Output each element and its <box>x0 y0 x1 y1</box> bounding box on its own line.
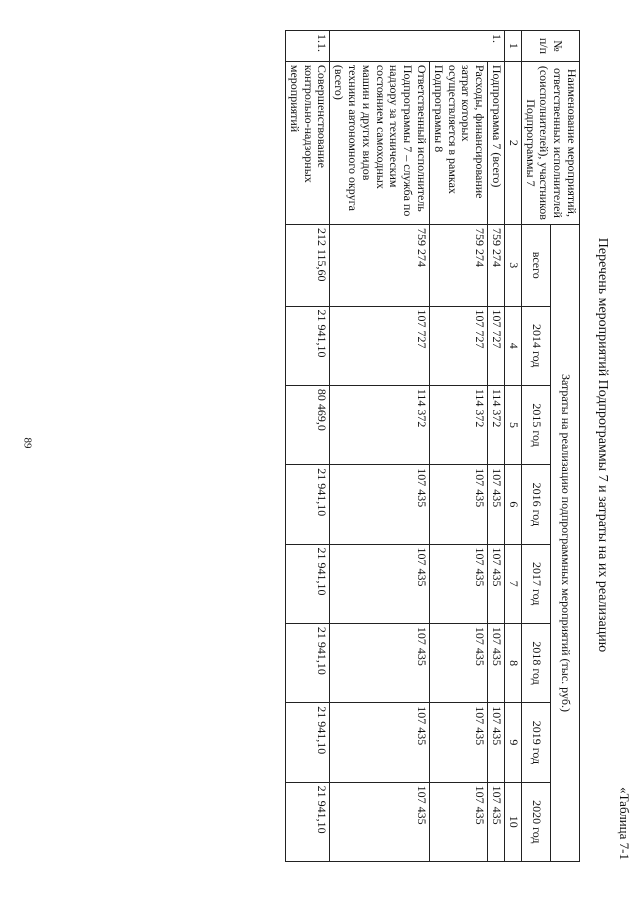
row-name: Подпрограмма 7 (всего) <box>488 61 505 224</box>
row-value: 107 435 <box>488 703 505 782</box>
header-year: 2019 год <box>521 703 550 782</box>
row-num: 1.1. <box>286 31 330 62</box>
row-value: 107 435 <box>488 544 505 623</box>
row-value: 107 727 <box>430 306 488 385</box>
row-value: 107 435 <box>488 465 505 544</box>
column-number: 3 <box>505 224 522 306</box>
row-value: 107 435 <box>430 703 488 782</box>
column-number: 4 <box>505 306 522 385</box>
header-costs-group: Затраты на реализацию подпрограммных мероприятий (тыс. руб.) <box>550 224 579 861</box>
page-number: 89 <box>21 437 34 449</box>
row-value: 107 435 <box>488 782 505 861</box>
row-total: 759 274 <box>430 224 488 306</box>
header-row-1 <box>550 31 579 862</box>
column-number: 7 <box>505 544 522 623</box>
row-value: 80 469,0 <box>286 385 330 464</box>
header-year: 2016 год <box>521 465 550 544</box>
row-value: 107 435 <box>488 623 505 702</box>
document-title: Перечень мероприятий Подпрограммы 7 и затраты на их реализацию <box>595 237 610 653</box>
column-number: 8 <box>505 623 522 702</box>
row-name: Ответственный исполнитель Подпрограммы 7 – служба по надзору за техническим состоянием самоходных машин и других видов техники автономного округа (всего) <box>330 61 430 224</box>
row-name: Расходы, финансирование затрат которых осуществляется в рамках Подпрограммы 8 <box>430 61 488 224</box>
row-total: 759 274 <box>488 224 505 306</box>
row-value: 21 941,10 <box>286 703 330 782</box>
rotated-page <box>80 20 640 870</box>
row-value: 21 941,10 <box>286 782 330 861</box>
header-name: Наименование мероприятий, ответственных исполнителей (соисполнителей), участников Подпрограммы 7 <box>521 61 579 224</box>
row-value: 21 941,10 <box>286 623 330 702</box>
row-value: 107 435 <box>330 465 430 544</box>
row-name: Совершенствование контрольно-надзорных мероприятий <box>286 61 330 224</box>
table-row <box>330 31 430 862</box>
column-number: 6 <box>505 465 522 544</box>
row-value: 21 941,10 <box>286 465 330 544</box>
row-value: 21 941,10 <box>286 306 330 385</box>
header-total: всего <box>521 224 550 306</box>
column-number-row <box>505 31 522 862</box>
row-value: 114 372 <box>330 385 430 464</box>
row-value: 107 435 <box>330 782 430 861</box>
row-value: 107 435 <box>330 703 430 782</box>
column-number: 9 <box>505 703 522 782</box>
column-number: 2 <box>505 61 522 224</box>
row-value: 114 372 <box>430 385 488 464</box>
row-value: 21 941,10 <box>286 544 330 623</box>
row-value: 107 435 <box>430 623 488 702</box>
row-num: 1. <box>330 31 505 62</box>
row-total: 212 115,60 <box>286 224 330 306</box>
row-total: 759 274 <box>330 224 430 306</box>
header-year: 2020 год <box>521 782 550 861</box>
header-year: 2015 год <box>521 385 550 464</box>
costs-table <box>285 30 580 862</box>
row-value: 107 435 <box>430 544 488 623</box>
row-value: 107 435 <box>430 465 488 544</box>
column-number: 10 <box>505 782 522 861</box>
row-value: 107 435 <box>330 544 430 623</box>
row-value: 107 727 <box>330 306 430 385</box>
row-value: 114 372 <box>488 385 505 464</box>
table-row <box>286 31 330 862</box>
table-label: «Таблица 7-1 <box>617 787 632 860</box>
header-num: № п/п <box>521 31 579 62</box>
header-year: 2018 год <box>521 623 550 702</box>
column-number: 5 <box>505 385 522 464</box>
header-year: 2017 год <box>521 544 550 623</box>
table-row <box>488 31 505 862</box>
column-number: 1 <box>505 31 522 62</box>
header-year: 2014 год <box>521 306 550 385</box>
table-row <box>430 31 488 862</box>
row-value: 107 727 <box>488 306 505 385</box>
row-value: 107 435 <box>330 623 430 702</box>
row-value: 107 435 <box>430 782 488 861</box>
